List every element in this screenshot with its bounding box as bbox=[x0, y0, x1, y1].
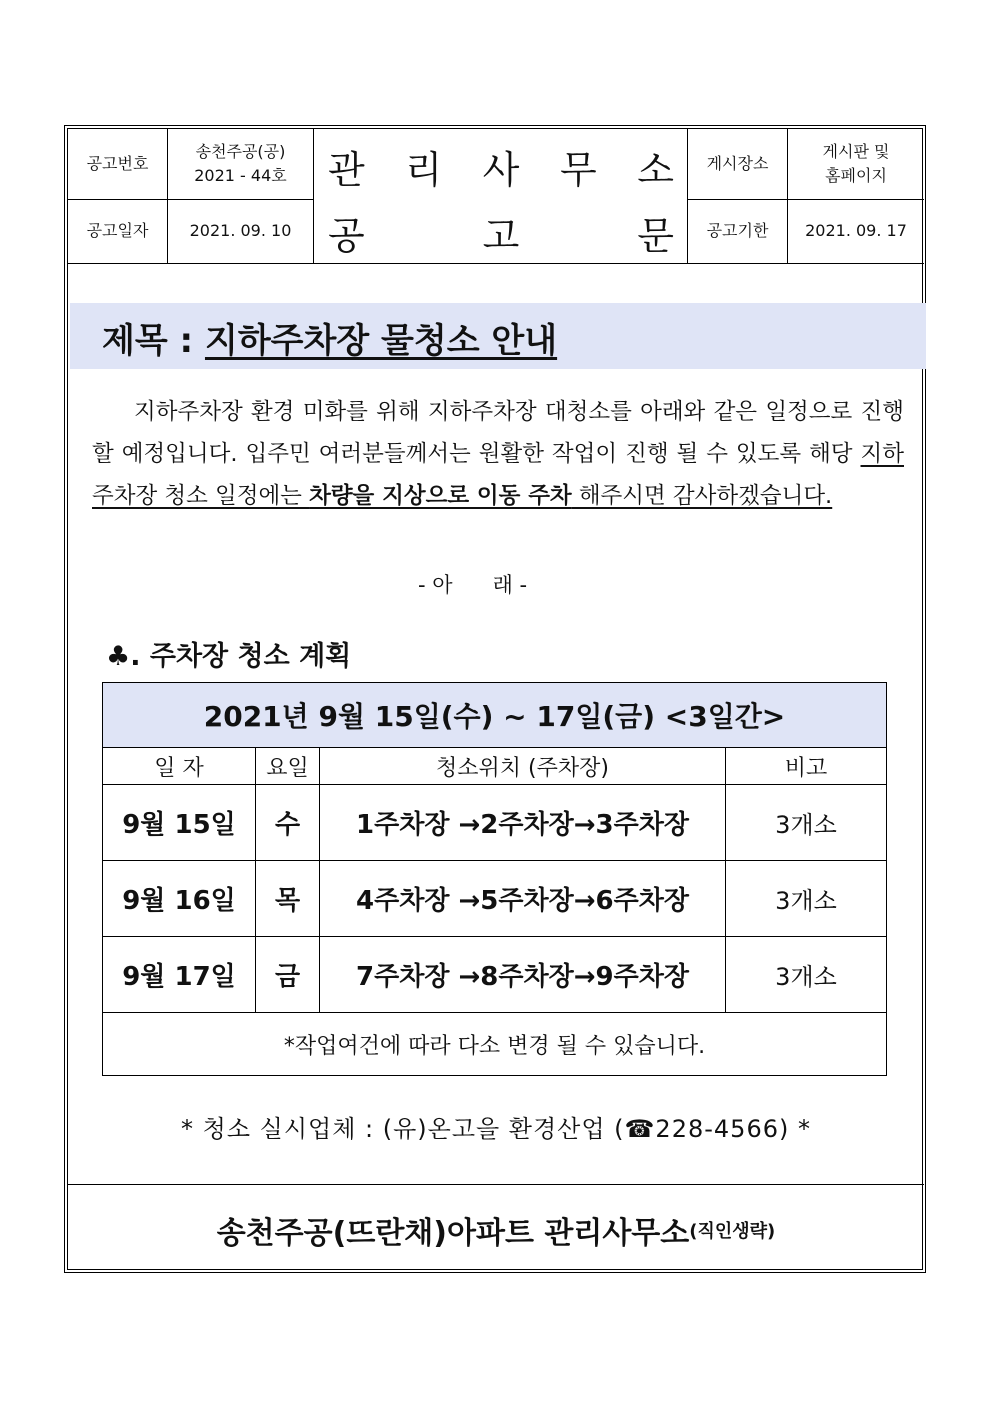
table-row bbox=[103, 861, 886, 937]
col-note-header: 비고 bbox=[784, 755, 828, 781]
notice-title-char-2: 고 bbox=[482, 214, 520, 258]
contractor-line: * 청소 실시업체 : (유)온고을 환경산업 (☎228-4566) * bbox=[181, 1115, 811, 1143]
schedule-table bbox=[102, 682, 887, 1076]
club-icon: ♣ bbox=[106, 641, 131, 672]
body-paragraph bbox=[92, 391, 904, 517]
row-date: 9월 15일 bbox=[103, 785, 256, 860]
subject-text: 지하주차장 물청소 안내 bbox=[204, 321, 558, 361]
office-title bbox=[314, 139, 688, 194]
body-text-bold: 차량을 지상으로 이동 주차 bbox=[309, 483, 572, 509]
office-title-char-5: 소 bbox=[637, 148, 674, 192]
row-date: 9월 17일 bbox=[103, 937, 256, 1012]
below-marker: - 아 래 - bbox=[418, 573, 528, 597]
col-location-header: 청소위치 (주차장) bbox=[320, 748, 726, 784]
notice-frame bbox=[64, 125, 926, 1273]
notice-date-value: 2021. 09. 10 bbox=[168, 199, 314, 263]
table-row bbox=[103, 785, 886, 861]
row-note: 3개소 bbox=[775, 811, 837, 839]
schedule-period: 2021년 9월 15일(수) ~ 17일(금) <3일간> bbox=[103, 683, 886, 748]
row-note: 3개소 bbox=[775, 963, 837, 991]
body-text-underlined: 지하주차장 청소 일정에는 bbox=[92, 441, 904, 509]
notice-title bbox=[314, 205, 688, 260]
post-place-line-1: 게시판 및 bbox=[822, 142, 890, 161]
col-day-header: 요일 bbox=[256, 748, 320, 784]
notice-number-line-2: 2021 - 44호 bbox=[194, 166, 287, 185]
notice-number-label: 공고번호 bbox=[68, 129, 168, 199]
body-text-end: 해주시면 감사하겠습니다. bbox=[571, 483, 833, 509]
row-day: 목 bbox=[256, 861, 320, 936]
header-table bbox=[68, 129, 924, 264]
office-title-char-2: 리 bbox=[405, 148, 443, 192]
row-day: 금 bbox=[256, 937, 320, 1012]
notice-inner-frame bbox=[67, 128, 923, 1270]
row-note: 3개소 bbox=[775, 887, 837, 915]
office-title-char-1: 관 bbox=[328, 148, 365, 192]
row-location: 1주차장 →2주차장→3주차장 bbox=[320, 785, 726, 860]
schedule-footnote: *작업여건에 따라 다소 변경 될 수 있습니다. bbox=[283, 1033, 706, 1059]
office-title-char-3: 사 bbox=[482, 148, 520, 192]
section-title: . 주차장 청소 계획 bbox=[130, 641, 352, 672]
notice-number-value bbox=[168, 129, 314, 199]
row-date: 9월 16일 bbox=[103, 861, 256, 936]
post-place-value bbox=[788, 129, 924, 199]
row-day: 수 bbox=[256, 785, 320, 860]
post-place-line-2: 홈페이지 bbox=[825, 166, 887, 185]
section-heading bbox=[106, 634, 351, 673]
notice-date-label: 공고일자 bbox=[68, 199, 168, 263]
subject-prefix: 제목 : bbox=[102, 321, 205, 361]
notice-title-char-3: 문 bbox=[637, 214, 674, 258]
body-text-1: 지하주차장 환경 미화를 위해 지하주차장 대청소를 아래와 같은 일정으로 진행할 예정입니다. 입주민 여러분들께서는 원활한 작업이 진행 될 수 있도록 해당 bbox=[92, 399, 904, 467]
footer-signature bbox=[68, 1184, 924, 1274]
seal-omitted: (직인생략) bbox=[689, 1220, 776, 1242]
office-name: 송천주공(뜨란채)아파트 관리사무소 bbox=[216, 1215, 690, 1251]
row-location: 7주차장 →8주차장→9주차장 bbox=[320, 937, 726, 1012]
notice-title-char-1: 공 bbox=[328, 214, 365, 258]
subject-bar bbox=[70, 303, 926, 369]
notice-number-line-1: 송천주공(공) bbox=[195, 142, 286, 161]
deadline-value: 2021. 09. 17 bbox=[805, 221, 907, 240]
table-row bbox=[103, 937, 886, 1013]
table-header-row bbox=[103, 748, 886, 785]
office-title-char-4: 무 bbox=[559, 148, 597, 192]
col-date-header: 일 자 bbox=[103, 748, 256, 784]
subject-title bbox=[102, 313, 557, 362]
deadline-label: 공고기한 bbox=[688, 199, 788, 263]
post-place-label: 게시장소 bbox=[688, 129, 788, 199]
row-location: 4주차장 →5주차장→6주차장 bbox=[320, 861, 726, 936]
